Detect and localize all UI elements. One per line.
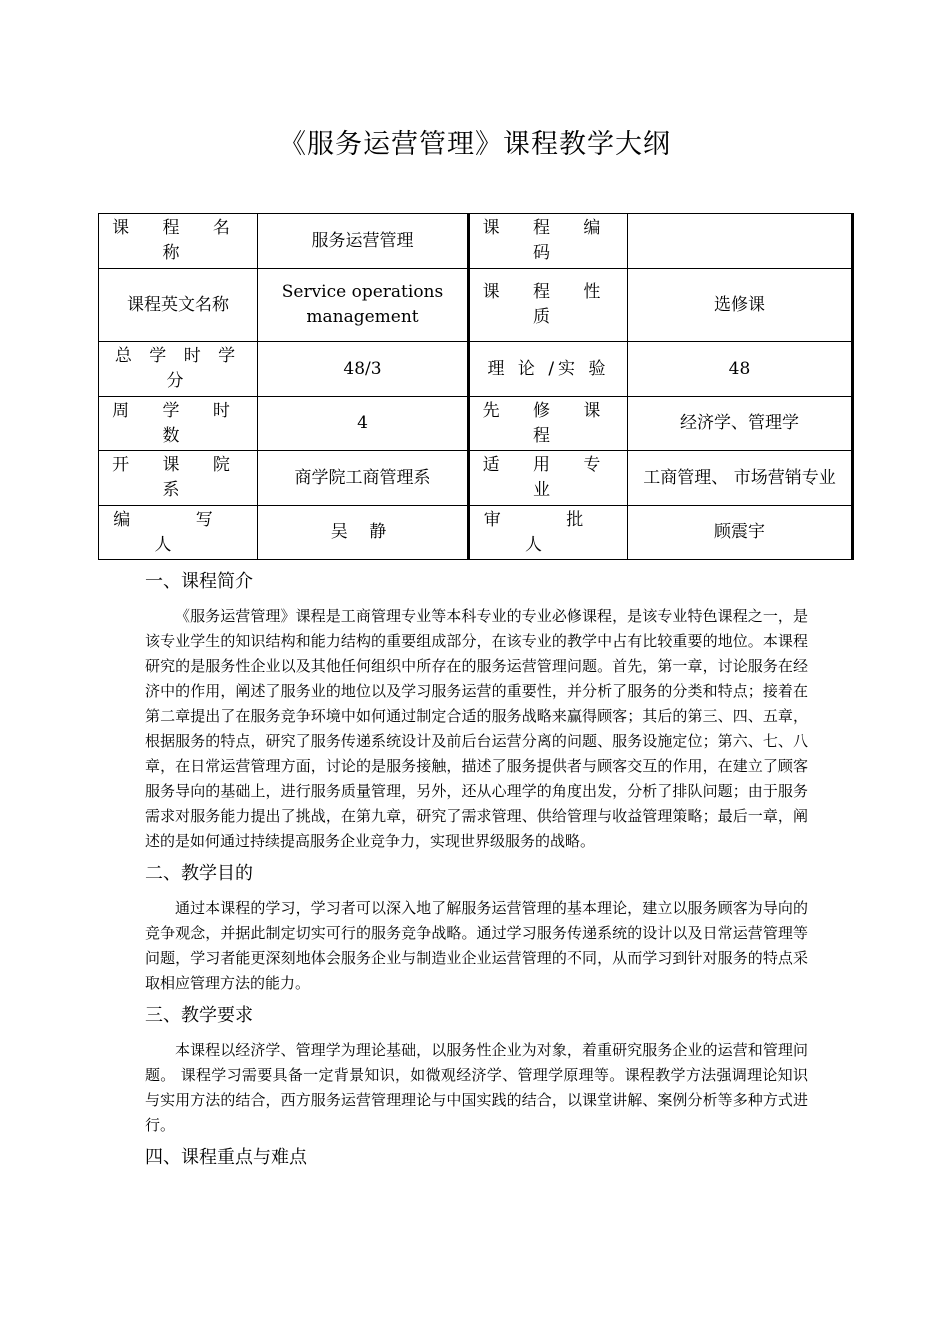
value-prerequisites: 经济学、管理学 (628, 397, 853, 451)
table-row (99, 342, 853, 397)
value-total-hours: 48/3 (258, 342, 469, 397)
value-course-type: 选修课 (628, 269, 853, 342)
section-heading-intro: 一、课程简介 (145, 571, 253, 592)
table-row (99, 506, 853, 560)
table-row (99, 214, 853, 269)
value-weekly-hours: 4 (258, 397, 469, 451)
label-theory-lab: 理 论 /实 验 (469, 342, 628, 397)
section-text-requirements: 本课程以经济学、管理学为理论基础，以服务性企业为对象，着重研究服务企业的运营和管理问题。 课程学习需要具备一定背景知识，如微观经济学、管理学原理等。课程教学方法强调理论知识与实用方法的结合，西方服务运营管理理论与中国实践的结合，以课堂讲解、案例分析等多种方式进行。 (145, 1041, 808, 1134)
course-info-table (98, 213, 854, 560)
value-approver: 顾震宇 (628, 506, 853, 560)
value-applicable-major: 工商管理、 市场营销专业 (628, 451, 853, 506)
document-body (145, 566, 808, 1174)
label-author: 编 写 人 (99, 506, 258, 560)
label-approver: 审 批 人 (469, 506, 628, 560)
section-text-intro: 《服务运营管理》课程是工商管理专业等本科专业的专业必修课程，是该专业特色课程之一，是该专业学生的知识结构和能力结构的重要组成部分，在该专业的教学中占有比较重要的地位。本课程研究的是服务性企业以及其他任何组织中所存在的服务运营管理问题。首先，第一章，讨论服务在经济中的作用，阐述了服务业的地位以及学习服务运营的重要性，并分析了服务的分类和特点；接着在第二章提出了在服务竞争环境中如何通过制定合适的服务战略来赢得顾客；其后的第三、四、五章，根据服务的特点，研究了服务传递系统设计及前后台运营分离的问题、服务设施定位；第六、七、八章，在日常运营管理方面，讨论的是服务接触，描述了服务提供者与顾客交互的作用，在建立了顾客服务导向的基础上，进行服务质量管理，另外，还从心理学的角度出发，分析了排队问题；由于服务需求对服务能力提出了挑战，在第九章，研究了需求管理、供给管理与收益管理策略；最后一章，阐述的是如何通过持续提高服务企业竞争力，实现世界级服务的战略。 (145, 607, 808, 850)
table-row (99, 269, 853, 342)
section-text-purpose: 通过本课程的学习，学习者可以深入地了解服务运营管理的基本理论，建立以服务顾客为导向的竞争观念，并据此制定切实可行的服务竞争战略。通过学习服务传递系统的设计以及日常运营管理等问题，学习者能更深刻地体会服务企业与制造业企业运营管理的不同，从而学习到针对服务的特点采取相应管理方法的能力。 (145, 899, 808, 992)
label-applicable-major: 适 用 专 业 (469, 451, 628, 506)
value-english-name: Service operations management (258, 269, 469, 342)
label-prerequisites: 先 修 课 程 (469, 397, 628, 451)
document-title: 《服务运营管理》课程教学大纲 (279, 129, 671, 160)
section-heading-requirements: 三、教学要求 (145, 1005, 253, 1026)
label-english-name: 课程英文名称 (99, 269, 258, 342)
label-course-code: 课 程 编 码 (469, 214, 628, 269)
value-course-code (628, 214, 853, 269)
label-department: 开 课 院 系 (99, 451, 258, 506)
value-department: 商学院工商管理系 (258, 451, 469, 506)
section-heading-purpose: 二、教学目的 (145, 863, 253, 884)
label-course-name: 课 程 名 称 (99, 214, 258, 269)
value-author: 吴 静 (258, 506, 469, 560)
label-weekly-hours: 周 学 时 数 (99, 397, 258, 451)
table-row (99, 397, 853, 451)
value-course-name: 服务运营管理 (258, 214, 469, 269)
label-course-type: 课 程 性 质 (469, 269, 628, 342)
label-total-hours: 总 学 时 学 分 (99, 342, 258, 397)
section-heading-key-points: 四、课程重点与难点 (145, 1147, 307, 1168)
table-row (99, 451, 853, 506)
value-theory-lab: 48 (628, 342, 853, 397)
